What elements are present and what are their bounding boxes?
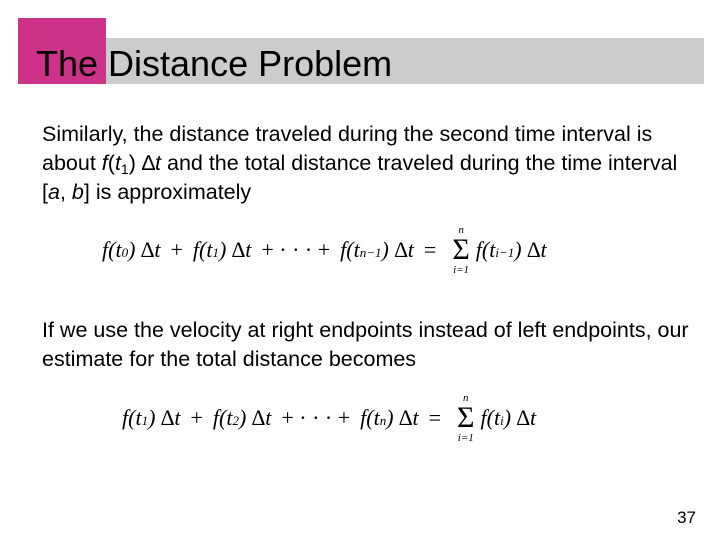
ellipsis-plus: + · · · + (281, 405, 351, 430)
math-delta: ∆ (141, 151, 156, 175)
formula-term: f(t n−1 ) ∆t (340, 237, 414, 262)
paragraph-left-endpoint (42, 120, 692, 207)
summation-sign (457, 392, 474, 444)
sigma-icon: Σ (452, 233, 470, 266)
sum-lower-limit: i=1 (457, 432, 474, 444)
formula-term: f(t i ) ∆t (480, 405, 537, 430)
sum-lower-limit: i=1 (453, 264, 470, 276)
formula-term: f(t n ) ∆t (360, 405, 419, 430)
math-t: t (155, 151, 162, 175)
summation-sign (452, 224, 469, 276)
math-comma: , (59, 180, 72, 204)
sum-upper-limit: n (463, 392, 469, 404)
formula-term: f(t 0 ) ∆t (102, 237, 161, 262)
slide-title: The Distance Problem (36, 43, 393, 84)
math-t: t (114, 151, 121, 175)
formula-term: f(t 1 ) ∆t (192, 237, 252, 262)
paragraph-right-endpoint: If we use the velocity at right endpoints instead of left endpoints, our estimate for the total distance becomes (42, 318, 689, 371)
paragraph-text: and the total distance traveled during the time interval [ (42, 151, 678, 204)
paragraph-text: Similarly, the distance traveled during the second time interval is about (42, 122, 653, 175)
math-open-paren: ( (107, 151, 115, 175)
sum-upper-limit: n (458, 224, 464, 236)
math-close-paren: ) (128, 151, 136, 175)
left-endpoint-sum-formula (102, 222, 547, 278)
formula-term: f(t i−1 ) ∆t (475, 237, 547, 262)
plus-sign: + (190, 405, 203, 430)
equals-sign: = (423, 237, 437, 262)
math-a: a (47, 180, 60, 204)
ellipsis-plus: + · · · + (261, 237, 331, 262)
formula-term: f(t 1 ) ∆t (122, 405, 181, 430)
math-b: b (71, 180, 84, 204)
math-subscript: 1 (120, 161, 129, 177)
right-endpoint-sum-formula (122, 390, 536, 446)
plus-sign: + (170, 237, 183, 262)
paragraph-text: ] is approximately (83, 180, 252, 204)
math-f: f (101, 151, 108, 175)
page-number: 37 (677, 508, 696, 527)
sigma-icon: Σ (457, 401, 475, 434)
equals-sign: = (428, 405, 442, 430)
formula-term: f(t 2 ) ∆t (212, 405, 272, 430)
